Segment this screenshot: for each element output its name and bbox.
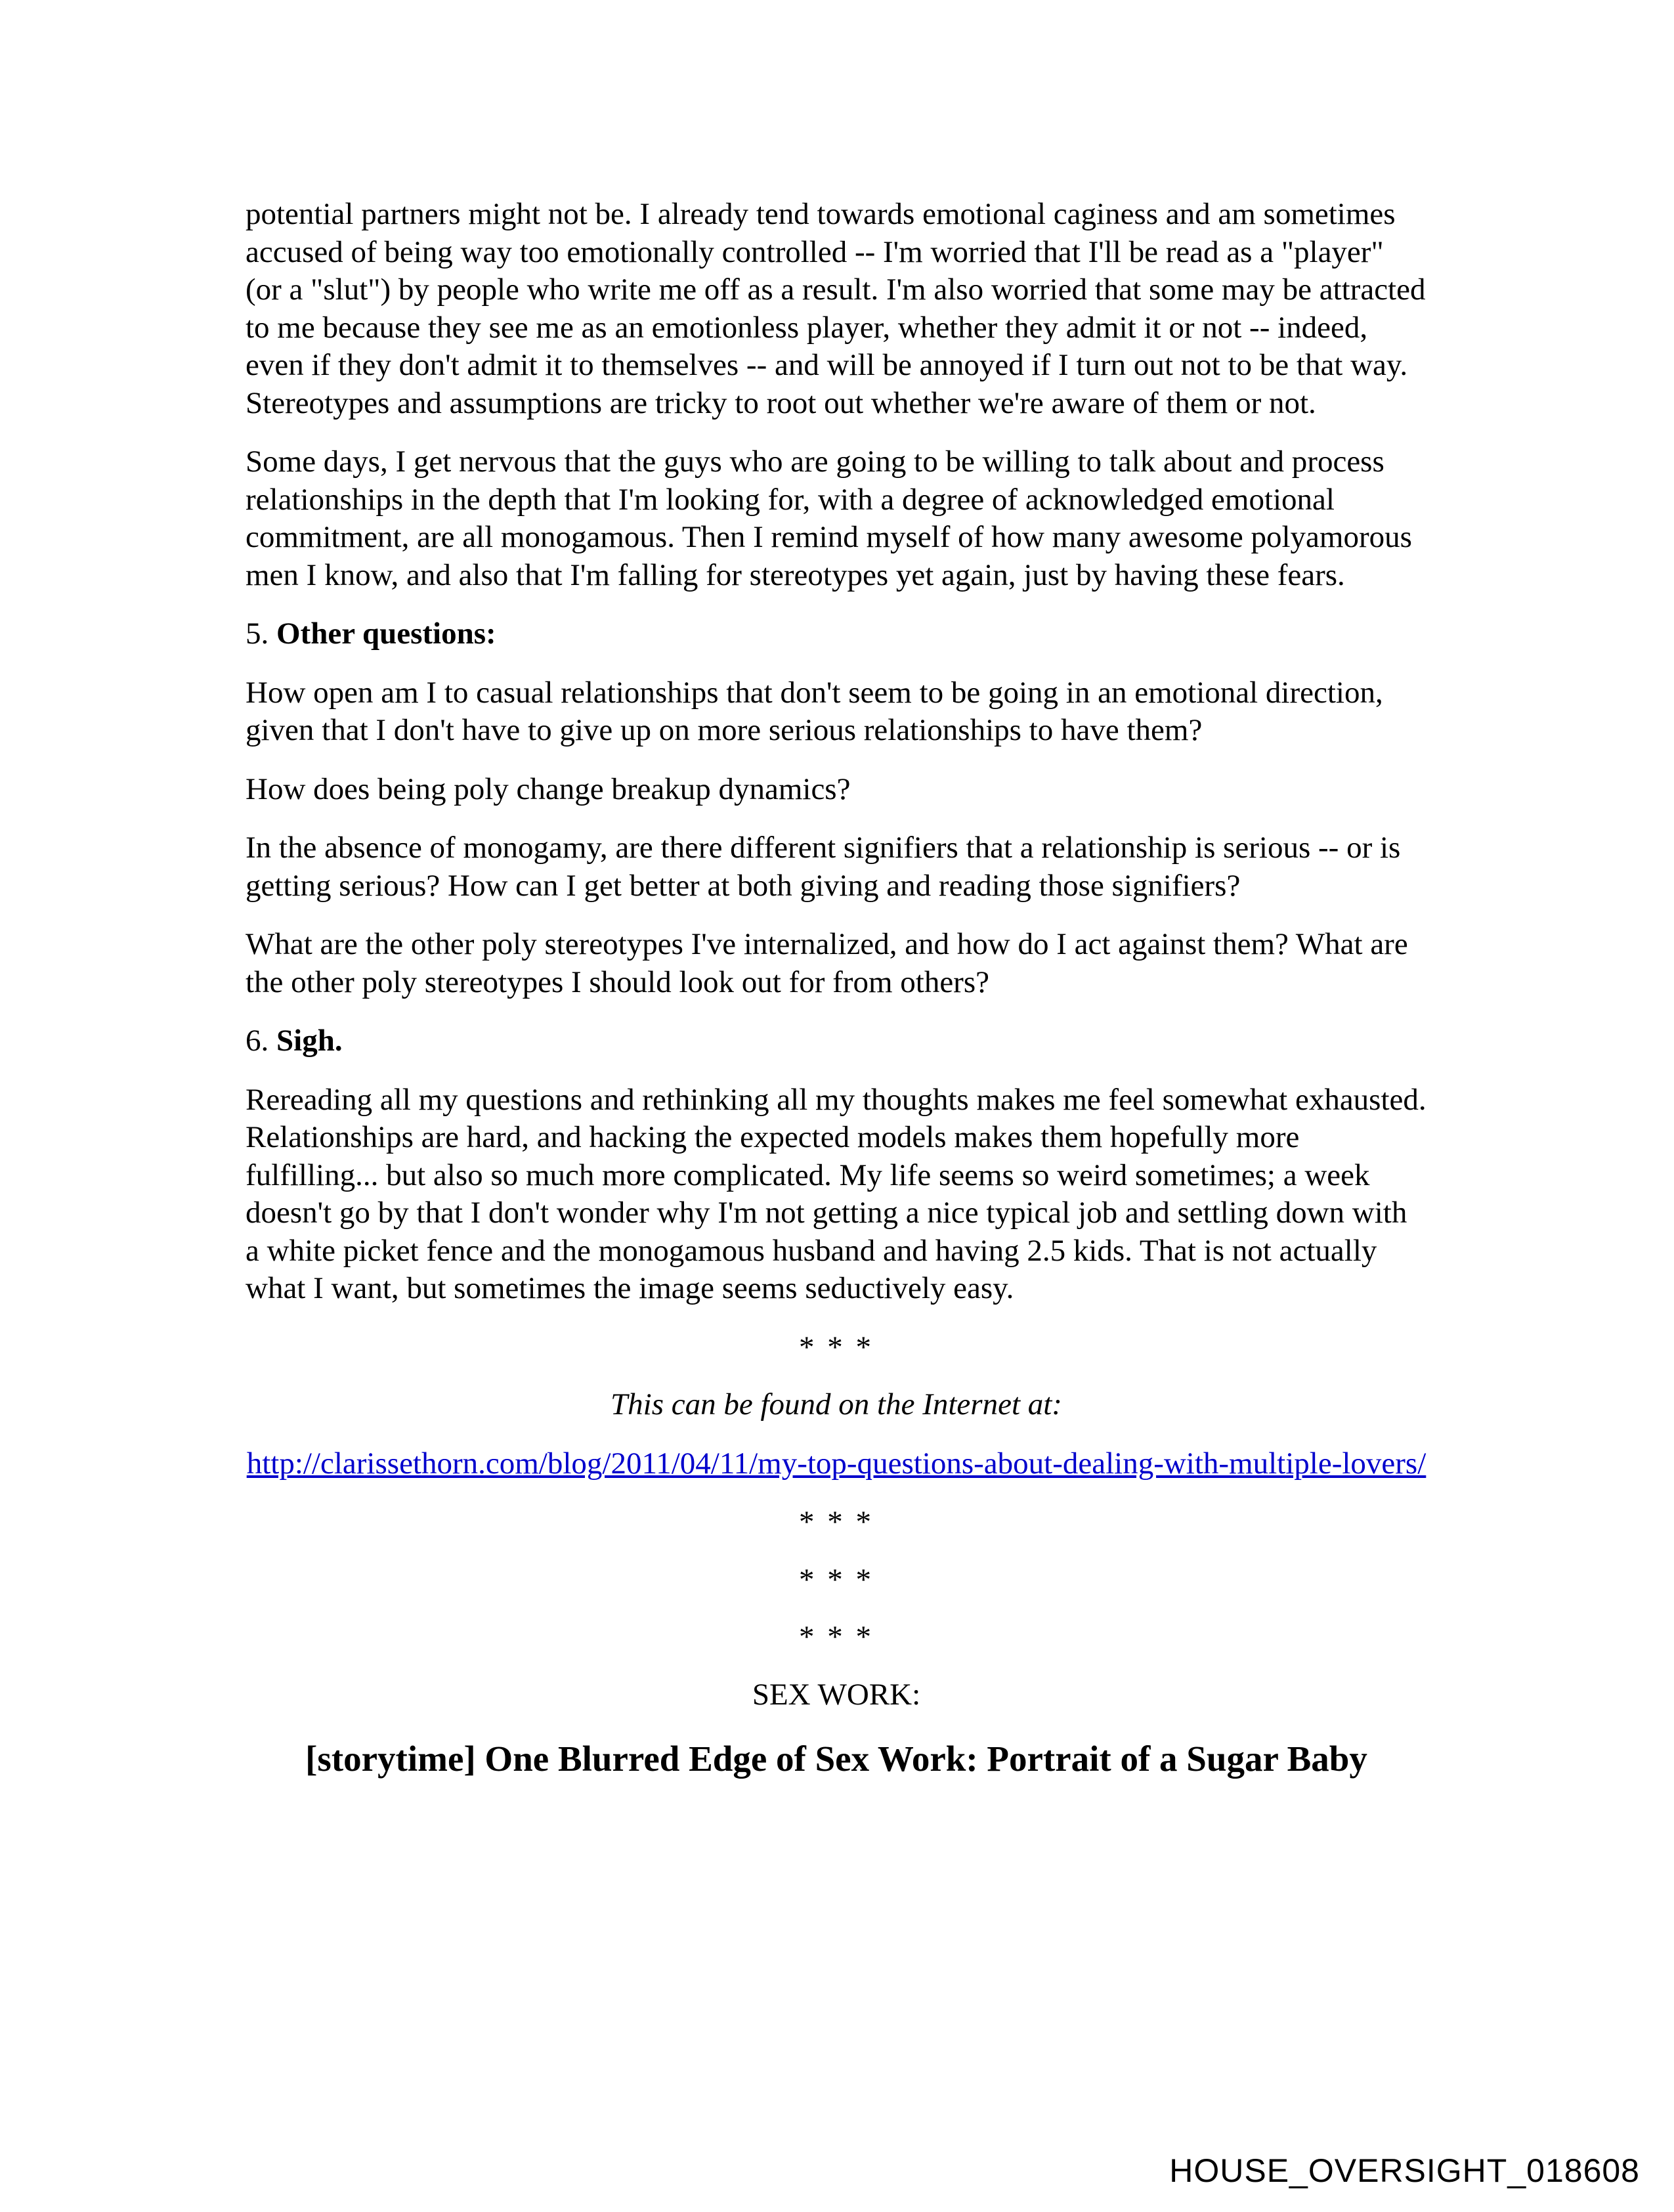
body-paragraph-1: potential partners might not be. I already tend towards emotional caginess and am sometimes accused of being way too emotionally controlled -- I'm worried that I'll be read as a "player" (or a "slut") by people who write me off as a result. I'm also worried that some may be attracted to me because they see me as an emotionless player, whether they admit it or not -- indeed, even if they don't admit it to themselves -- and will be annoyed if I turn out not to be that way. Stereotypes and assumptions are tricky to root out whether we're aware of them or not. — [246, 197, 1426, 420]
bates-number: HOUSE_OVERSIGHT_018608 — [1169, 2152, 1640, 2189]
category-label: SEX WORK: — [752, 1677, 921, 1712]
section-6-number: 6. — [246, 1024, 269, 1058]
source-link[interactable]: http://clarissethorn.com/blog/2011/04/11/my-top-questions-about-dealing-with-multiple-lovers/ — [246, 1446, 1427, 1481]
separator-4: * * * — [799, 1620, 874, 1654]
separator-3: * * * — [799, 1562, 874, 1597]
section-6-body: Rereading all my questions and rethinking all my thoughts makes me feel somewhat exhausted. Relationships are hard, and hacking the expected models makes them hopefully more fulfilling... but also so much more complicated. My life seems so weird sometimes; a week doesn't go by that I don't wonder why I'm not getting a nice typical job and settling down with a white picket fence and the monogamous husband and having 2.5 kids. That is not actually what I want, but sometimes the image seems seductively easy. — [246, 1082, 1427, 1305]
question-4: What are the other poly stereotypes I've internalized, and how do I act against them? What are the other poly stereotypes I should look out for from others? — [246, 927, 1408, 999]
source-url-paragraph — [246, 1445, 1427, 1483]
separator-2: * * * — [799, 1505, 874, 1539]
source-label: This can be found on the Internet at: — [611, 1387, 1062, 1421]
section-6-title: Sigh. — [276, 1024, 343, 1058]
section-5-title: Other questions: — [276, 617, 496, 651]
body-paragraph-2: Some days, I get nervous that the guys who are going to be willing to talk about and process relationships in the depth that I'm looking for, with a degree of acknowledged emotional commitment, are all monogamous. Then I remind myself of how many awesome polyamorous men I know, and also that I'm falling for stereotypes yet again, just by having these fears. — [246, 445, 1412, 592]
question-3: In the absence of monogamy, are there different signifiers that a relationship is serious -- or is getting serious? How can I get better at both giving and reading those signifiers? — [246, 831, 1401, 903]
section-5-heading — [246, 615, 1427, 653]
section-6-heading — [246, 1022, 1427, 1060]
document-page — [246, 196, 1427, 1781]
next-chapter-title: [storytime] One Blurred Edge of Sex Work: Portrait of a Sugar Baby — [305, 1739, 1367, 1779]
separator-1: * * * — [799, 1330, 874, 1364]
section-5-number: 5. — [246, 617, 269, 651]
question-1: How open am I to casual relationships that don't seem to be going in an emotional direction, given that I don't have to give up on more serious relationships to have them? — [246, 675, 1383, 747]
question-2: How does being poly change breakup dynamics? — [246, 771, 851, 806]
